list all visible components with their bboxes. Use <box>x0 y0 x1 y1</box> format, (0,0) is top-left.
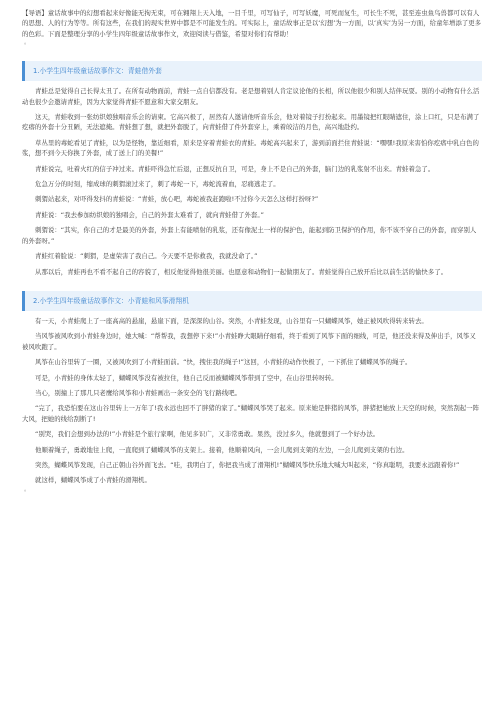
paragraph: 突然，蝴蝶风筝发现，自己正朝山谷外面飞去。“哇，我明白了，你把我当成了滑翔机!”蝴蝶风筝快乐地大喊大叫起来，“你真聪明，我要永远跟着你!” <box>35 460 460 469</box>
paragraph: 青蛙总是觉得自己长得太丑了。在所有动物面前，青蛙一点自信都没有。老是想着别人肯定议论他的长相，所以他很少和别人结伴玩耍。别的小动物有什么活动也很少会邀请青蛙，因为大家觉得青蛙不愿意和大家交朋友。 <box>22 87 480 106</box>
paragraph: 青蛙说完，吐着火红的信子冲过来。青蛙吓得急忙后退，正想反抗自卫，可是，身上不是自己的外套，脑门边的乳浆射不出来。青蛙着急了。 <box>35 164 435 173</box>
paragraph: 草丛里的毒蛇看见了青蛙，以为是怪物，靠近细看，原来是穿着青蛙衣的青蛙。毒蛇高兴起来了，游到前面拦住青蛙说：“嘿嘿!我原来害怕你疙瘩中乳白色的浆，想不到今天你换了外套，成了送上门的美餐!” <box>22 138 479 158</box>
section-2 <box>22 291 482 494</box>
paragraph: “完了，我恐怕要在这山谷里转上一万年了!我永远也回不了胖猪的家了。”蝴蝶风筝哭了起来。原来她是胖猪的风筝，胖猪把她放上天空的时候，突然刮起一阵大风，把她的线给刮断了! <box>22 404 480 423</box>
paragraph: 他顺着绳子，勇敢地往上爬，一直爬到了蝴蝶风筝的支架上。接着，他顺着风向，一会儿爬到支架的左边，一会儿爬到支架的右边。 <box>35 445 409 454</box>
intro-block <box>22 8 482 47</box>
paragraph: 当心，别撞上了那几只老鹰给风筝和小青蛙画出一条安全的飞行路线吧。 <box>35 388 242 397</box>
paragraph: 有一天，小青蛙爬上了一座高高的悬崖，悬崖下面，是深深的山谷。突然，小青蛙发现，山谷里有一只蝴蝶风筝，她正被风吹得转来转去。 <box>35 316 428 325</box>
paragraph: 当风筝被风吹到小青蛙身边时，她大喊：“帮帮我，我想停下来!”小青蛙睁大眼睛仔细看，终于看到了风筝下面的细线，可是，他还没来得及伸出手，风筝又被风吹跑了。 <box>22 332 476 351</box>
paragraph: 青蛙红着脸说：“刺猬，是虚荣害了我自己。今天要不是你救我，我就没命了。” <box>35 252 258 261</box>
paragraph: 就这样，蝴蝶风筝成了小青蛙的滑翔机。 <box>35 476 151 485</box>
paragraph: 风筝在山谷里转了一圈，又被风吹到了小青蛙面前。“快，拽住我的绳子!”这回，小青蛙的动作快极了，一下抓住了蝴蝶风筝的绳子。 <box>35 358 412 367</box>
paragraph: 危急万分的时刻，缩成球的刺猬滚过来了，刺了毒蛇一下，毒蛇流着血，忍痛逃走了。 <box>35 180 280 189</box>
section-1-title: 1.小学生四年级童话故事作文：青蛙借外套 <box>22 61 482 81</box>
intro-end-mark: 。 <box>24 39 31 47</box>
paragraph: 从那以后，青蛙再也不看不起自己的容貌了，相反他觉得他很美丽。也愿意和动物们一起做朋友了。青蛙觉得自己放开后比以前生活的愉快多了。 <box>35 267 448 276</box>
paragraph: 这天，青蛙收到一张纺织娘独唱音乐会的请柬。它高兴极了，居然有人邀请他听音乐会，他对着镜子打扮起来。用墨镜把红眼睛遮住，涂上口红，只是布满了疙瘩的外套十分丑陋，无法遮掩。青蛙想了想，就把外套脱了，向青蛙借了件外套穿上，乘着皎洁的月色，高兴地赴约。 <box>22 113 480 132</box>
paragraph: 刺猬说：“其实，你自己的才是最美的外套，外套上有能喷射的乳浆，还有像泥土一样的保护色，能起到防卫保护的作用，你不该不穿自己的外套，而穿别人的外套呀。” <box>22 226 477 245</box>
paragraph: 刺猬站起来，对吓得发抖的青蛙说：“青蛙，放心吧，毒蛇被我赶跑啦!不过你今天怎么这样打扮呀?” <box>35 195 319 204</box>
end-mark: 。 <box>24 485 31 493</box>
paragraph: 青蛙说：“我去参加纺织娘的独唱会，自己的外套太难看了，就向青蛙借了外套。” <box>35 210 264 219</box>
paragraph: “别哭，我们会想到办法的!”小青蛙是个旅行家啊，他见多识广，又非常勇敢。果然，没过多久，他就想到了一个好办法。 <box>35 430 380 439</box>
intro-text: 【导语】童话故事中的幻想看起来好像能无拘无束，可在翱翔上天入地，一目千里，可写仙子，可写妖魔，可死而复生，可长生不死，甚至连虫鱼鸟兽都可以有人的思想、人的行为等等。所有这些，在我们的现实世界中都是不可能发生的。可实际上，童话故事正是以‘幻想’为一方面，以‘真实’为另一方面，给童年增添了更多的色彩。下面是整理分享的小学生四年级童话故事作文，欢迎阅读与借鉴，希望对你们有帮助！ <box>22 9 482 38</box>
section-1 <box>22 61 482 277</box>
paragraph: 可是，小青蛙的身体太轻了，蝴蝶风筝没有被拉住，他自己反而被蝴蝶风筝带到了空中，在山谷里转呀转。 <box>35 373 338 382</box>
section-2-title: 2.小学生四年级童话故事作文：小青蛙和风筝滑翔机 <box>22 291 482 311</box>
